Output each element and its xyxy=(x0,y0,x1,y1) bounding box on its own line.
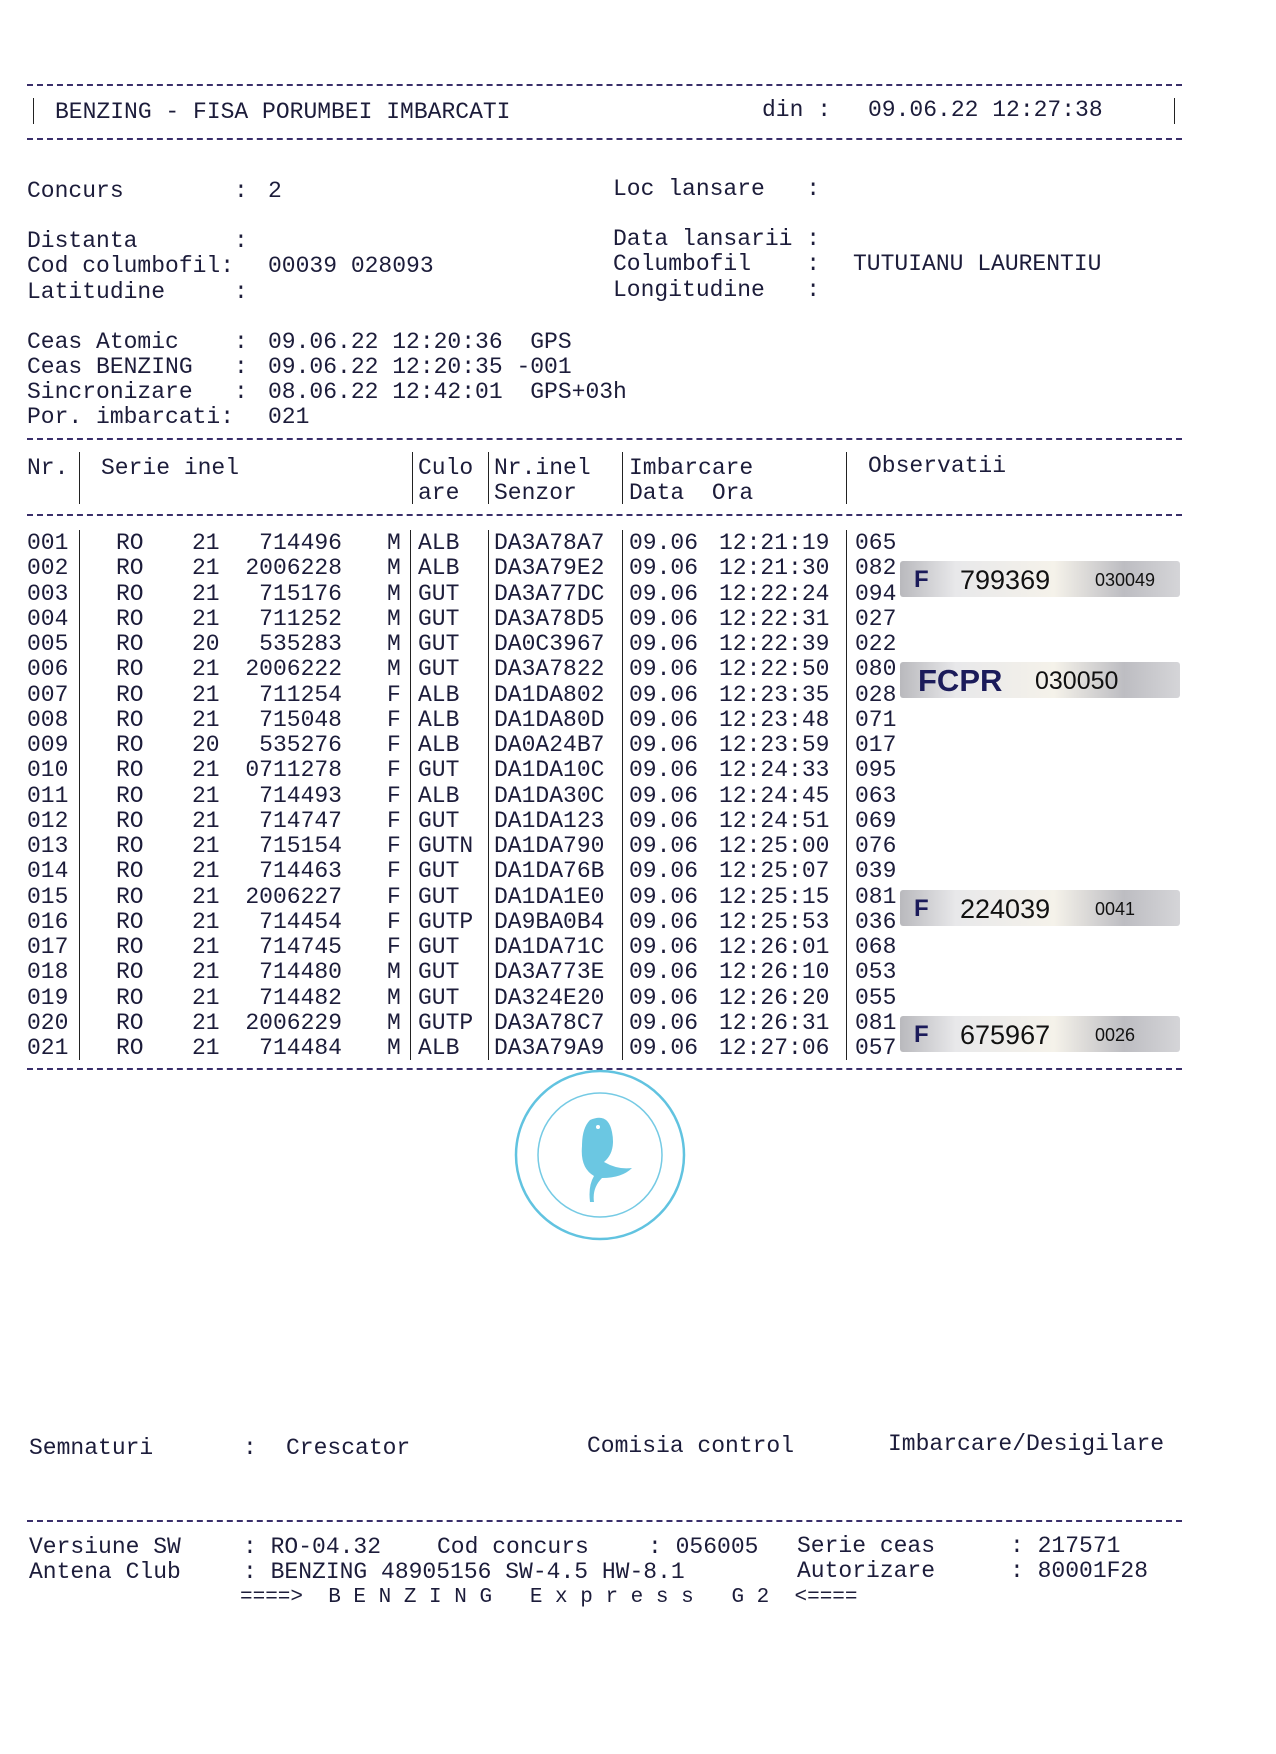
row-country: RO xyxy=(116,883,144,910)
row-time: 12:23:59 xyxy=(719,732,830,758)
row-observatii: 071 xyxy=(855,706,897,733)
row-time: 12:23:35 xyxy=(719,681,830,708)
row-year: 21 xyxy=(192,883,220,910)
row-year: 21 xyxy=(192,1009,220,1036)
ceas-benzing-label: Ceas BENZING : xyxy=(27,354,248,380)
sticker-flag: F xyxy=(914,894,929,922)
row-date: 09.06 xyxy=(629,555,699,582)
sticker-flag: F xyxy=(914,1020,929,1048)
sincronizare-label: Sincronizare : xyxy=(27,379,248,405)
row-time: 12:25:53 xyxy=(719,908,830,935)
row-year: 21 xyxy=(192,656,220,683)
row-date: 09.06 xyxy=(629,883,699,910)
col-imbarcare: Imbarcare xyxy=(629,455,754,481)
row-country: RO xyxy=(116,580,144,607)
row-nr: 018 xyxy=(27,959,69,986)
title-box-left-edge xyxy=(33,98,34,124)
col-data-ora: Data Ora xyxy=(629,480,754,506)
row-sensor: DA3A773E xyxy=(494,959,605,986)
table-row xyxy=(0,734,1276,759)
table-row xyxy=(0,532,1276,557)
autorizare-value: : 80001F28 xyxy=(1010,1558,1149,1584)
row-nr: 020 xyxy=(27,1009,69,1036)
table-row xyxy=(0,807,1276,835)
row-year: 21 xyxy=(192,908,220,935)
row-sex: F xyxy=(387,858,401,885)
row-country: RO xyxy=(116,908,144,935)
row-ring-number: 2006222 xyxy=(245,656,342,683)
row-color: GUT xyxy=(418,883,460,910)
row-ring-number: 0711278 xyxy=(245,757,342,784)
row-year: 21 xyxy=(192,706,220,733)
row-date: 09.06 xyxy=(629,1035,699,1061)
table-row xyxy=(0,936,1276,961)
sticker-number: 799369 xyxy=(960,565,1051,596)
table-row xyxy=(0,835,1276,860)
table-row xyxy=(0,706,1276,734)
table-row xyxy=(0,782,1276,810)
row-sex: M xyxy=(387,580,401,607)
benzing-express-banner: ====> B E N Z I N G E x p r e s s G 2 <==== xyxy=(240,1586,858,1609)
row-time: 12:21:19 xyxy=(719,530,830,556)
row-color: GUT xyxy=(418,959,460,986)
col-divider xyxy=(412,452,413,504)
col-divider xyxy=(622,452,623,504)
row-country: RO xyxy=(116,555,144,582)
row-nr: 019 xyxy=(27,984,69,1011)
row-date: 09.06 xyxy=(629,807,699,834)
row-nr: 015 xyxy=(27,883,69,910)
col-senzor: Senzor xyxy=(494,480,577,506)
row-observatii: 055 xyxy=(855,984,897,1011)
row-sensor: DA3A77DC xyxy=(494,580,605,607)
columbofil-label: Columbofil : xyxy=(613,251,821,277)
antena-club-value: : BENZING 48905156 SW-4.5 HW-8.1 xyxy=(243,1559,685,1585)
col-serie-inel: Serie inel xyxy=(101,455,240,481)
print-datetime: 09.06.22 12:27:38 xyxy=(868,97,1103,123)
por-imbarcati-value: 021 xyxy=(268,404,310,430)
divider xyxy=(27,438,1182,440)
row-date: 09.06 xyxy=(629,858,699,885)
serie-ceas-value: : 217571 xyxy=(1010,1533,1121,1559)
row-year: 21 xyxy=(192,858,220,885)
row-sex: F xyxy=(387,681,401,708)
row-date: 09.06 xyxy=(629,530,699,556)
row-ring-number: 715176 xyxy=(259,580,342,607)
row-nr: 014 xyxy=(27,858,69,885)
row-country: RO xyxy=(116,681,144,708)
row-sex: F xyxy=(387,782,401,809)
row-time: 12:25:07 xyxy=(719,858,830,885)
row-sex: M xyxy=(387,959,401,986)
row-country: RO xyxy=(116,706,144,733)
row-date: 09.06 xyxy=(629,706,699,733)
row-time: 12:24:33 xyxy=(719,757,830,784)
row-ring-number: 2006228 xyxy=(245,555,342,582)
row-country: RO xyxy=(116,757,144,784)
sticker-flag: F xyxy=(914,566,929,594)
table-row xyxy=(0,759,1276,784)
row-ring-number: 715048 xyxy=(259,706,342,733)
row-ring-number: 714454 xyxy=(259,908,342,935)
concurs-value: 2 xyxy=(268,178,282,204)
col-observatii: Observatii xyxy=(868,453,1007,479)
row-nr: 010 xyxy=(27,757,69,784)
row-year: 21 xyxy=(192,555,220,582)
row-ring-number: 535283 xyxy=(259,631,342,657)
row-nr: 002 xyxy=(27,555,69,582)
signature-comisia-control: Comisia control xyxy=(587,1433,795,1459)
row-color: ALB xyxy=(418,782,460,809)
row-sensor: DA0A24B7 xyxy=(494,732,605,758)
antena-club-label: Antena Club xyxy=(29,1559,181,1585)
row-sex: M xyxy=(387,984,401,1011)
row-year: 21 xyxy=(192,833,220,859)
sticker-code: 0026 xyxy=(1095,1024,1136,1045)
row-color: GUTN xyxy=(418,833,474,859)
divider xyxy=(27,514,1182,516)
row-color: GUT xyxy=(418,656,460,683)
row-date: 09.06 xyxy=(629,934,699,960)
concurs-label: Concurs : xyxy=(27,178,248,204)
row-color: ALB xyxy=(418,706,460,733)
row-sensor: DA3A78A7 xyxy=(494,530,605,556)
row-time: 12:26:31 xyxy=(719,1009,830,1036)
row-color: GUTP xyxy=(418,908,474,935)
row-sensor: DA1DA71C xyxy=(494,934,605,960)
row-ring-number: 535276 xyxy=(259,732,342,758)
row-nr: 007 xyxy=(27,681,69,708)
sticker-code: 030049 xyxy=(1095,570,1156,591)
col-divider xyxy=(79,452,80,504)
row-year: 21 xyxy=(192,1035,220,1061)
row-ring-number: 714493 xyxy=(259,782,342,809)
row-year: 21 xyxy=(192,757,220,784)
row-observatii: 022 xyxy=(855,631,897,657)
longitudine-label: Longitudine : xyxy=(613,277,821,303)
row-year: 21 xyxy=(192,580,220,607)
row-color: GUT xyxy=(418,858,460,885)
col-nr-inel: Nr.inel xyxy=(494,455,591,481)
row-nr: 013 xyxy=(27,833,69,859)
row-color: GUT xyxy=(418,631,460,657)
row-ring-number: 714480 xyxy=(259,959,342,986)
divider xyxy=(27,1520,1182,1522)
row-observatii: 057 xyxy=(855,1035,897,1061)
row-time: 12:26:10 xyxy=(719,959,830,986)
row-nr: 004 xyxy=(27,605,69,632)
row-year: 21 xyxy=(192,934,220,960)
divider xyxy=(27,138,1182,140)
row-date: 09.06 xyxy=(629,681,699,708)
row-nr: 003 xyxy=(27,580,69,607)
ring-sticker xyxy=(900,662,1180,698)
row-country: RO xyxy=(116,934,144,960)
row-country: RO xyxy=(116,1035,144,1061)
row-nr: 001 xyxy=(27,530,69,556)
row-nr: 006 xyxy=(27,656,69,683)
sticker-code: 030050 xyxy=(1035,667,1119,696)
row-time: 12:22:31 xyxy=(719,605,830,632)
row-date: 09.06 xyxy=(629,580,699,607)
row-time: 12:26:01 xyxy=(719,934,830,960)
row-sex: M xyxy=(387,631,401,657)
row-observatii: 080 xyxy=(855,656,897,683)
row-year: 21 xyxy=(192,959,220,986)
row-date: 09.06 xyxy=(629,732,699,758)
row-color: GUT xyxy=(418,757,460,784)
row-time: 12:22:39 xyxy=(719,631,830,657)
serie-ceas-label: Serie ceas xyxy=(797,1533,936,1559)
row-country: RO xyxy=(116,984,144,1011)
table-row xyxy=(0,961,1276,986)
row-country: RO xyxy=(116,530,144,556)
row-date: 09.06 xyxy=(629,757,699,784)
row-sensor: DA1DA802 xyxy=(494,681,605,708)
row-sensor: DA1DA10C xyxy=(494,757,605,784)
col-divider xyxy=(846,452,847,504)
row-sensor: DA1DA1E0 xyxy=(494,883,605,910)
row-observatii: 068 xyxy=(855,934,897,960)
row-sensor: DA1DA30C xyxy=(494,782,605,809)
semnaturi-label: Semnaturi xyxy=(29,1435,154,1461)
row-date: 09.06 xyxy=(629,833,699,859)
row-country: RO xyxy=(116,807,144,834)
row-country: RO xyxy=(116,631,144,657)
row-date: 09.06 xyxy=(629,631,699,657)
row-sex: F xyxy=(387,706,401,733)
versiune-sw-label: Versiune SW xyxy=(29,1534,181,1560)
row-sensor: DA9BA0B4 xyxy=(494,908,605,935)
row-sex: M xyxy=(387,1035,401,1061)
row-observatii: 036 xyxy=(855,908,897,935)
row-observatii: 082 xyxy=(855,555,897,582)
col-divider xyxy=(488,452,489,504)
row-date: 09.06 xyxy=(629,959,699,986)
row-observatii: 053 xyxy=(855,959,897,986)
signature-crescator: Crescator xyxy=(286,1435,411,1461)
row-time: 12:24:51 xyxy=(719,807,830,834)
row-year: 21 xyxy=(192,681,220,708)
row-sex: F xyxy=(387,833,401,859)
row-color: GUT xyxy=(418,580,460,607)
row-country: RO xyxy=(116,605,144,632)
row-sensor: DA3A79E2 xyxy=(494,555,605,582)
row-sex: F xyxy=(387,934,401,960)
row-year: 20 xyxy=(192,631,220,657)
title-box-right-edge xyxy=(1174,98,1175,124)
row-sex: M xyxy=(387,555,401,582)
row-observatii: 081 xyxy=(855,1009,897,1036)
row-sensor: DA1DA80D xyxy=(494,706,605,733)
row-observatii: 027 xyxy=(855,605,897,632)
row-color: GUT xyxy=(418,934,460,960)
row-sensor: DA1DA790 xyxy=(494,833,605,859)
row-country: RO xyxy=(116,1009,144,1036)
row-date: 09.06 xyxy=(629,656,699,683)
row-nr: 009 xyxy=(27,732,69,758)
ceas-benzing-value: 09.06.22 12:20:35 -001 xyxy=(268,354,572,380)
ceas-atomic-label: Ceas Atomic : xyxy=(27,329,248,355)
row-time: 12:25:15 xyxy=(719,883,830,910)
divider xyxy=(27,84,1182,86)
row-date: 09.06 xyxy=(629,1009,699,1036)
row-sex: M xyxy=(387,530,401,556)
row-sensor: DA3A7822 xyxy=(494,656,605,683)
row-sensor: DA324E20 xyxy=(494,984,605,1011)
row-sensor: DA0C3967 xyxy=(494,631,605,657)
row-country: RO xyxy=(116,858,144,885)
row-nr: 017 xyxy=(27,934,69,960)
row-ring-number: 715154 xyxy=(259,833,342,859)
row-ring-number: 711252 xyxy=(259,605,342,632)
row-year: 21 xyxy=(192,984,220,1011)
row-country: RO xyxy=(116,833,144,859)
cod-columbofil-value: 00039 028093 xyxy=(268,253,434,279)
date-label: din : xyxy=(762,97,832,123)
row-color: ALB xyxy=(418,530,460,556)
row-year: 20 xyxy=(192,732,220,758)
row-color: ALB xyxy=(418,555,460,582)
row-ring-number: 2006227 xyxy=(245,883,342,910)
row-sex: F xyxy=(387,883,401,910)
page-title: BENZING - FISA PORUMBEI IMBARCATI xyxy=(55,99,511,125)
row-color: ALB xyxy=(418,1035,460,1061)
row-observatii: 039 xyxy=(855,858,897,885)
row-nr: 005 xyxy=(27,631,69,657)
versiune-sw-value: : RO-04.32 xyxy=(243,1534,382,1560)
row-color: ALB xyxy=(418,732,460,758)
row-country: RO xyxy=(116,732,144,758)
row-year: 21 xyxy=(192,807,220,834)
row-observatii: 063 xyxy=(855,782,897,809)
row-time: 12:22:50 xyxy=(719,656,830,683)
columbofil-value: TUTUIANU LAURENTIU xyxy=(853,251,1102,277)
row-ring-number: 714745 xyxy=(259,934,342,960)
autorizare-label: Autorizare xyxy=(797,1558,936,1584)
row-country: RO xyxy=(116,782,144,809)
sincronizare-value: 08.06.22 12:42:01 GPS+03h xyxy=(268,379,627,405)
row-nr: 008 xyxy=(27,706,69,733)
row-sensor: DA3A79A9 xyxy=(494,1035,605,1061)
data-lansarii-label: Data lansarii : xyxy=(613,226,821,252)
row-country: RO xyxy=(116,959,144,986)
row-observatii: 081 xyxy=(855,883,897,910)
row-date: 09.06 xyxy=(629,908,699,935)
row-ring-number: 714463 xyxy=(259,858,342,885)
row-color: ALB xyxy=(418,681,460,708)
row-sex: F xyxy=(387,757,401,784)
sticker-number: 224039 xyxy=(960,893,1051,924)
row-observatii: 095 xyxy=(855,757,897,784)
cod-columbofil-label: Cod columbofil: xyxy=(27,253,235,279)
row-color: GUTP xyxy=(418,1009,474,1036)
col-nr: Nr. xyxy=(27,455,69,481)
row-time: 12:22:24 xyxy=(719,580,830,607)
row-sex: M xyxy=(387,1009,401,1036)
row-time: 12:21:30 xyxy=(719,555,830,582)
ring-sticker xyxy=(900,561,1180,597)
row-country: RO xyxy=(116,656,144,683)
table-row xyxy=(0,860,1276,885)
row-ring-number: 714747 xyxy=(259,807,342,834)
cod-concurs-value: : 056005 xyxy=(648,1534,759,1560)
row-sensor: DA1DA76B xyxy=(494,858,605,885)
row-year: 21 xyxy=(192,782,220,809)
col-culoare: Culo xyxy=(418,455,474,481)
table-row xyxy=(0,633,1276,658)
row-sex: M xyxy=(387,656,401,683)
row-nr: 021 xyxy=(27,1035,69,1061)
row-observatii: 094 xyxy=(855,580,897,607)
row-observatii: 076 xyxy=(855,833,897,859)
row-color: GUT xyxy=(418,807,460,834)
ring-sticker xyxy=(900,890,1180,926)
row-date: 09.06 xyxy=(629,782,699,809)
row-time: 12:23:48 xyxy=(719,706,830,733)
club-stamp xyxy=(510,1065,690,1245)
signature-imbarcare-desigilare: Imbarcare/Desigilare xyxy=(888,1431,1165,1457)
row-ring-number: 711254 xyxy=(259,681,342,708)
ceas-atomic-value: 09.06.22 12:20:36 GPS xyxy=(268,329,572,355)
row-color: GUT xyxy=(418,605,460,632)
row-observatii: 069 xyxy=(855,807,897,834)
row-nr: 016 xyxy=(27,908,69,935)
row-time: 12:25:00 xyxy=(719,833,830,859)
sticker-code: 0041 xyxy=(1095,898,1136,919)
latitudine-label: Latitudine : xyxy=(27,279,248,305)
por-imbarcati-label: Por. imbarcati: xyxy=(27,404,235,430)
row-time: 12:24:45 xyxy=(719,782,830,809)
row-ring-number: 2006229 xyxy=(245,1009,342,1036)
row-sex: M xyxy=(387,605,401,632)
row-sex: F xyxy=(387,908,401,935)
table-row xyxy=(0,984,1276,1012)
row-observatii: 017 xyxy=(855,732,897,758)
row-year: 21 xyxy=(192,530,220,556)
distanta-label: Distanta : xyxy=(27,228,248,254)
row-ring-number: 714484 xyxy=(259,1035,342,1061)
table-row xyxy=(0,605,1276,633)
row-date: 09.06 xyxy=(629,984,699,1011)
row-color: GUT xyxy=(418,984,460,1011)
row-observatii: 028 xyxy=(855,681,897,708)
loc-lansare-label: Loc lansare : xyxy=(613,176,821,202)
row-observatii: 065 xyxy=(855,530,897,556)
col-culoare-2: are xyxy=(418,480,460,506)
row-date: 09.06 xyxy=(629,605,699,632)
row-ring-number: 714482 xyxy=(259,984,342,1011)
ring-sticker xyxy=(900,1016,1180,1052)
row-sex: F xyxy=(387,807,401,834)
sticker-number: 675967 xyxy=(960,1019,1051,1050)
cod-concurs-label: Cod concurs xyxy=(437,1534,589,1560)
row-time: 12:27:06 xyxy=(719,1035,830,1061)
row-ring-number: 714496 xyxy=(259,530,342,556)
row-sex: F xyxy=(387,732,401,758)
row-nr: 011 xyxy=(27,782,69,809)
row-nr: 012 xyxy=(27,807,69,834)
row-sensor: DA1DA123 xyxy=(494,807,605,834)
sticker-number: FCPR xyxy=(918,663,1003,699)
row-year: 21 xyxy=(192,605,220,632)
semnaturi-sep: : xyxy=(243,1435,257,1461)
row-sensor: DA3A78D5 xyxy=(494,605,605,632)
row-sensor: DA3A78C7 xyxy=(494,1009,605,1036)
row-time: 12:26:20 xyxy=(719,984,830,1011)
